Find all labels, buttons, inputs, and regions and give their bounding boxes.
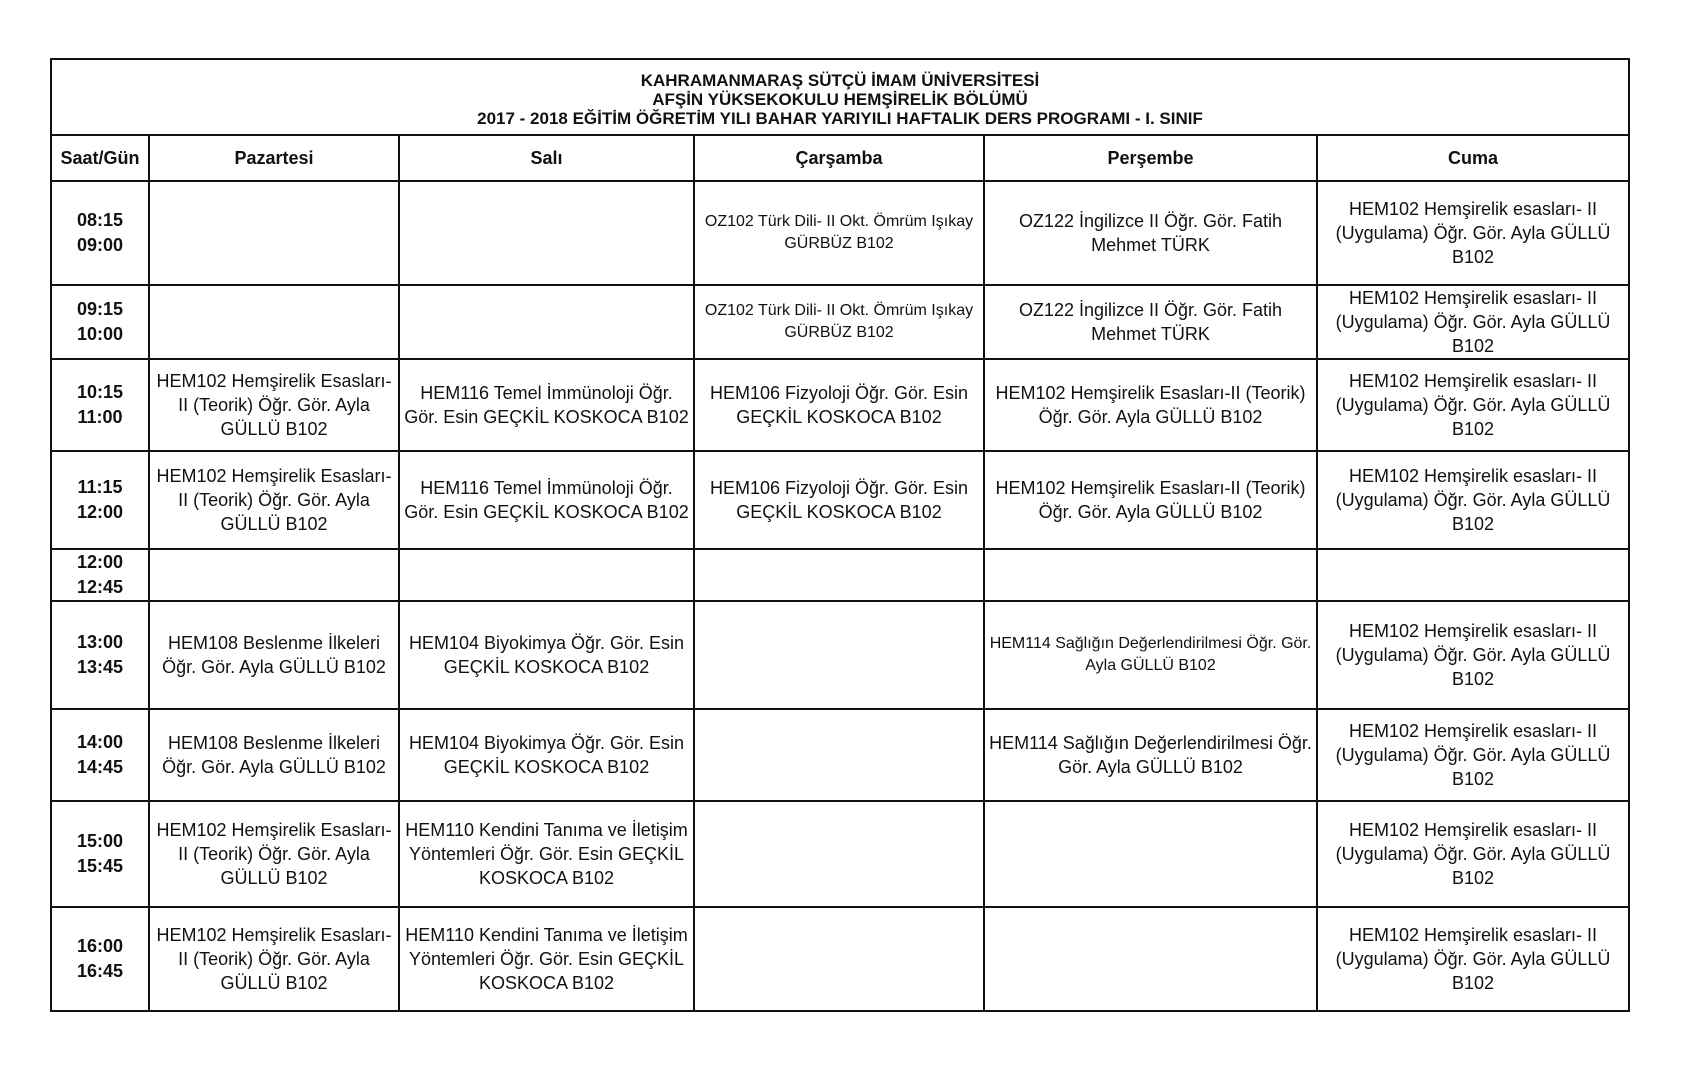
time-end: 13:45 — [76, 657, 124, 677]
course-cell: HEM102 Hemşirelik Esasları-II (Teorik) Öğr. Gör. Ayla GÜLLÜ B102 — [984, 451, 1317, 549]
time-end: 12:45 — [76, 577, 124, 597]
course-cell: HEM102 Hemşirelik esasları- II (Uygulama) Öğr. Gör. Ayla GÜLLÜ B102 — [1317, 601, 1629, 709]
time-end: 14:45 — [76, 757, 124, 777]
course-cell: HEM104 Biyokimya Öğr. Gör. Esin GEÇKİL KOSKOCA B102 — [399, 601, 694, 709]
time-slot — [51, 709, 149, 801]
schedule-row — [51, 285, 1629, 359]
course-cell: HEM104 Biyokimya Öğr. Gör. Esin GEÇKİL KOSKOCA B102 — [399, 709, 694, 801]
time-slot — [51, 801, 149, 907]
course-cell — [149, 181, 399, 285]
course-cell: HEM102 Hemşirelik Esasları-II (Teorik) Öğr. Gör. Ayla GÜLLÜ B102 — [984, 359, 1317, 451]
schedule-row — [51, 451, 1629, 549]
column-header-row — [51, 135, 1629, 181]
program-title: 2017 - 2018 EĞİTİM ÖĞRETİM YILI BAHAR YARIYILI HAFTALIK DERS PROGRAMI - I. SINIF — [477, 108, 1203, 128]
schedule-row — [51, 601, 1629, 709]
course-cell — [694, 907, 984, 1011]
column-header-wednesday: Çarşamba — [694, 135, 984, 181]
course-cell: HEM102 Hemşirelik esasları- II (Uygulama) Öğr. Gör. Ayla GÜLLÜ B102 — [1317, 451, 1629, 549]
time-slot — [51, 549, 149, 601]
course-cell — [149, 549, 399, 601]
course-cell: OZ122 İngilizce II Öğr. Gör. Fatih Mehmet TÜRK — [984, 285, 1317, 359]
document-title — [51, 59, 1629, 135]
course-cell: HEM102 Hemşirelik esasları- II (Uygulama) Öğr. Gör. Ayla GÜLLÜ B102 — [1317, 181, 1629, 285]
time-end: 16:45 — [76, 961, 124, 981]
time-end: 11:00 — [77, 407, 123, 427]
course-cell — [1317, 549, 1629, 601]
course-cell: HEM102 Hemşirelik esasları- II (Uygulama) Öğr. Gör. Ayla GÜLLÜ B102 — [1317, 709, 1629, 801]
course-cell — [149, 285, 399, 359]
course-cell: HEM108 Beslenme İlkeleri Öğr. Gör. Ayla GÜLLÜ B102 — [149, 601, 399, 709]
time-slot — [51, 359, 149, 451]
time-start: 09:15 — [76, 299, 124, 319]
course-cell: HEM116 Temel İmmünoloji Öğr. Gör. Esin GEÇKİL KOSKOCA B102 — [399, 451, 694, 549]
time-end: 15:45 — [76, 856, 124, 876]
course-cell: HEM102 Hemşirelik esasları- II (Uygulama) Öğr. Gör. Ayla GÜLLÜ B102 — [1317, 359, 1629, 451]
course-cell — [694, 801, 984, 907]
time-slot — [51, 285, 149, 359]
time-start: 13:00 — [76, 632, 124, 652]
course-cell: HEM102 Hemşirelik esasları- II (Uygulama) Öğr. Gör. Ayla GÜLLÜ B102 — [1317, 801, 1629, 907]
course-cell — [399, 549, 694, 601]
title-row — [51, 59, 1629, 135]
course-cell — [984, 907, 1317, 1011]
course-cell: HEM110 Kendini Tanıma ve İletişim Yöntemleri Öğr. Gör. Esin GEÇKİL KOSKOCA B102 — [399, 801, 694, 907]
time-end: 10:00 — [76, 324, 124, 344]
time-slot — [51, 601, 149, 709]
course-cell: HEM102 Hemşirelik Esasları-II (Teorik) Öğr. Gör. Ayla GÜLLÜ B102 — [149, 907, 399, 1011]
department-name: AFŞİN YÜKSEKOKULU HEMŞİRELİK BÖLÜMÜ — [652, 89, 1028, 109]
course-cell: HEM116 Temel İmmünoloji Öğr. Gör. Esin GEÇKİL KOSKOCA B102 — [399, 359, 694, 451]
course-cell: HEM106 Fizyoloji Öğr. Gör. Esin GEÇKİL KOSKOCA B102 — [694, 359, 984, 451]
time-start: 15:00 — [76, 831, 124, 851]
schedule-row — [51, 181, 1629, 285]
course-cell: OZ102 Türk Dili- II Okt. Ömrüm Işıkay GÜRBÜZ B102 — [694, 181, 984, 285]
time-start: 14:00 — [76, 732, 124, 752]
time-slot — [51, 907, 149, 1011]
time-start: 08:15 — [76, 210, 124, 230]
course-cell — [694, 549, 984, 601]
schedule-row — [51, 907, 1629, 1011]
column-header-monday: Pazartesi — [149, 135, 399, 181]
course-cell: OZ122 İngilizce II Öğr. Gör. Fatih Mehmet TÜRK — [984, 181, 1317, 285]
column-header-tuesday: Salı — [399, 135, 694, 181]
course-cell: HEM102 Hemşirelik esasları- II (Uygulama) Öğr. Gör. Ayla GÜLLÜ B102 — [1317, 907, 1629, 1011]
course-cell — [694, 601, 984, 709]
course-cell: HEM114 Sağlığın Değerlendirilmesi Öğr. Gör. Ayla GÜLLÜ B102 — [984, 709, 1317, 801]
course-cell — [984, 801, 1317, 907]
course-cell: HEM114 Sağlığın Değerlendirilmesi Öğr. Gör. Ayla GÜLLÜ B102 — [984, 601, 1317, 709]
schedule-row — [51, 801, 1629, 907]
time-end: 12:00 — [76, 502, 124, 522]
course-cell: HEM106 Fizyoloji Öğr. Gör. Esin GEÇKİL KOSKOCA B102 — [694, 451, 984, 549]
time-slot — [51, 451, 149, 549]
weekly-schedule-table — [50, 58, 1630, 1012]
time-start: 12:00 — [76, 552, 124, 572]
time-end: 09:00 — [76, 235, 124, 255]
course-cell: HEM110 Kendini Tanıma ve İletişim Yöntemleri Öğr. Gör. Esin GEÇKİL KOSKOCA B102 — [399, 907, 694, 1011]
course-cell: HEM102 Hemşirelik Esasları-II (Teorik) Öğr. Gör. Ayla GÜLLÜ B102 — [149, 359, 399, 451]
course-cell — [399, 285, 694, 359]
column-header-friday: Cuma — [1317, 135, 1629, 181]
time-start: 11:15 — [77, 477, 123, 497]
time-start: 16:00 — [76, 936, 124, 956]
course-cell — [984, 549, 1317, 601]
course-cell — [694, 709, 984, 801]
column-header-time: Saat/Gün — [51, 135, 149, 181]
university-name: KAHRAMANMARAŞ SÜTÇÜ İMAM ÜNİVERSİTESİ — [640, 70, 1040, 90]
course-cell: HEM102 Hemşirelik Esasları-II (Teorik) Öğr. Gör. Ayla GÜLLÜ B102 — [149, 451, 399, 549]
course-cell — [399, 181, 694, 285]
column-header-thursday: Perşembe — [984, 135, 1317, 181]
time-start: 10:15 — [76, 382, 124, 402]
schedule-row — [51, 359, 1629, 451]
schedule-row — [51, 549, 1629, 601]
time-slot — [51, 181, 149, 285]
course-cell: HEM102 Hemşirelik esasları- II (Uygulama) Öğr. Gör. Ayla GÜLLÜ B102 — [1317, 285, 1629, 359]
course-cell: OZ102 Türk Dili- II Okt. Ömrüm Işıkay GÜRBÜZ B102 — [694, 285, 984, 359]
course-cell: HEM108 Beslenme İlkeleri Öğr. Gör. Ayla GÜLLÜ B102 — [149, 709, 399, 801]
course-cell: HEM102 Hemşirelik Esasları-II (Teorik) Öğr. Gör. Ayla GÜLLÜ B102 — [149, 801, 399, 907]
schedule-row — [51, 709, 1629, 801]
